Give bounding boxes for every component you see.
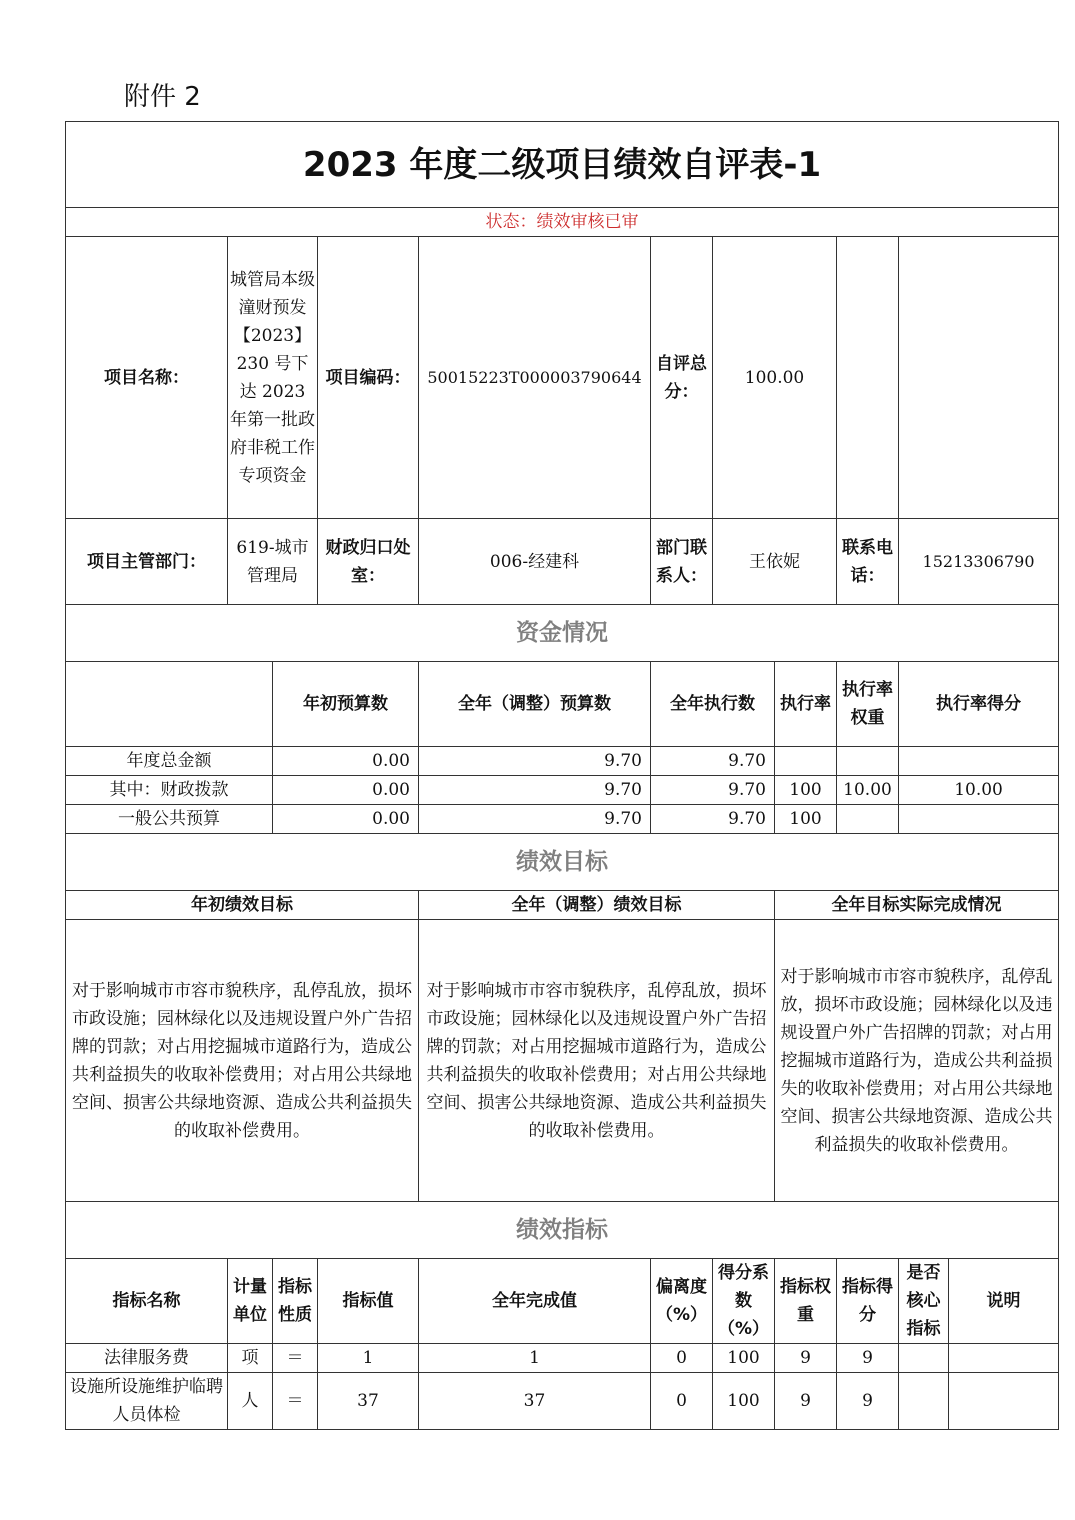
funds-cell: 0.00 bbox=[273, 776, 419, 805]
funds-header-score: 执行率得分 bbox=[899, 662, 1059, 747]
funds-cell: 0.00 bbox=[273, 805, 419, 834]
ind-cell: 37 bbox=[318, 1373, 419, 1430]
contact-label: 部门联系人： bbox=[651, 519, 713, 605]
funds-header-executed: 全年执行数 bbox=[651, 662, 775, 747]
goal-initial-text: 对于影响城市市容市貌秩序，乱停乱放，损坏市政设施；园林绿化以及违规设置户外广告招牌的罚款；对占用挖掘城市道路行为，造成公共利益损失的收取补偿费用；对占用公共绿地空间、损害公共绿地资源、造成公共利益损失的收取补偿费用。 bbox=[66, 920, 419, 1202]
ind-cell: ＝ bbox=[273, 1373, 318, 1430]
finance-office-label: 财政归口处室： bbox=[318, 519, 419, 605]
ind-cell: 1 bbox=[419, 1344, 651, 1373]
ind-cell: 37 bbox=[419, 1373, 651, 1430]
phone-label: 联系电话： bbox=[837, 519, 899, 605]
page-title: 2023 年度二级项目绩效自评表-1 bbox=[66, 122, 1059, 208]
project-name-label: 项目名称： bbox=[66, 237, 228, 519]
ind-header-target: 指标值 bbox=[318, 1259, 419, 1344]
dept-label: 项目主管部门： bbox=[66, 519, 228, 605]
project-code-value: 50015223T000003790644 bbox=[419, 237, 651, 519]
goals-header-adjusted: 全年（调整）绩效目标 bbox=[419, 891, 775, 920]
funds-cell: 0.00 bbox=[273, 747, 419, 776]
goal-adjusted-text: 对于影响城市市容市貌秩序，乱停乱放，损坏市政设施；园林绿化以及违规设置户外广告招牌的罚款；对占用挖掘城市道路行为，造成公共利益损失的收取补偿费用；对占用公共绿地空间、损害公共绿地资源、造成公共利益损失的收取补偿费用。 bbox=[419, 920, 775, 1202]
ind-header-note: 说明 bbox=[949, 1259, 1059, 1344]
ind-cell: 设施所设施维护临聘人员体检 bbox=[66, 1373, 228, 1430]
contact-value: 王依妮 bbox=[713, 519, 837, 605]
ind-header-score: 指标得分 bbox=[837, 1259, 899, 1344]
ind-header-nature: 指标性质 bbox=[273, 1259, 318, 1344]
attachment-label: 附件 2 bbox=[124, 82, 201, 112]
indicator-row bbox=[66, 1373, 1059, 1430]
ind-cell: 100 bbox=[713, 1373, 775, 1430]
dept-value: 619-城市管理局 bbox=[228, 519, 318, 605]
funds-cell: 一般公共预算 bbox=[66, 805, 273, 834]
funds-cell bbox=[899, 747, 1059, 776]
evaluation-table bbox=[65, 121, 1059, 1430]
ind-cell: ＝ bbox=[273, 1344, 318, 1373]
goals-header-actual: 全年目标实际完成情况 bbox=[775, 891, 1059, 920]
funds-cell bbox=[899, 805, 1059, 834]
project-name-value: 城管局本级潼财预发【2023】230 号下达 2023 年第一批政府非税工作专项资金 bbox=[228, 237, 318, 519]
funds-row bbox=[66, 747, 1059, 776]
funds-header-rate: 执行率 bbox=[775, 662, 837, 747]
funds-cell: 年度总金额 bbox=[66, 747, 273, 776]
ind-cell: 100 bbox=[713, 1344, 775, 1373]
ind-header-coefficient: 得分系数（%） bbox=[713, 1259, 775, 1344]
score-label: 自评总分： bbox=[651, 237, 713, 519]
ind-header-name: 指标名称 bbox=[66, 1259, 228, 1344]
funds-cell: 9.70 bbox=[651, 805, 775, 834]
funds-row bbox=[66, 776, 1059, 805]
ind-cell: 0 bbox=[651, 1373, 713, 1430]
finance-office-value: 006-经建科 bbox=[419, 519, 651, 605]
funds-header-initial: 年初预算数 bbox=[273, 662, 419, 747]
funds-cell bbox=[837, 805, 899, 834]
funds-cell: 10.00 bbox=[899, 776, 1059, 805]
funds-cell bbox=[775, 747, 837, 776]
goal-actual-text: 对于影响城市市容市貌秩序，乱停乱放，损坏市政设施；园林绿化以及违规设置户外广告招牌的罚款；对占用挖掘城市道路行为，造成公共利益损失的收取补偿费用；对占用公共绿地空间、损害公共绿地资源、造成公共利益损失的收取补偿费用。 bbox=[775, 920, 1059, 1202]
ind-cell: 9 bbox=[837, 1373, 899, 1430]
ind-cell: 9 bbox=[775, 1344, 837, 1373]
ind-cell: 法律服务费 bbox=[66, 1344, 228, 1373]
funds-cell: 10.00 bbox=[837, 776, 899, 805]
ind-header-weight: 指标权重 bbox=[775, 1259, 837, 1344]
ind-cell: 人 bbox=[228, 1373, 273, 1430]
score-value: 100.00 bbox=[713, 237, 837, 519]
ind-header-complete: 全年完成值 bbox=[419, 1259, 651, 1344]
funds-cell: 9.70 bbox=[419, 776, 651, 805]
ind-header-core: 是否核心指标 bbox=[899, 1259, 949, 1344]
funds-header-blank bbox=[66, 662, 273, 747]
funds-section-title: 资金情况 bbox=[66, 605, 1059, 662]
funds-cell: 9.70 bbox=[419, 747, 651, 776]
ind-cell: 1 bbox=[318, 1344, 419, 1373]
phone-value: 15213306790 bbox=[899, 519, 1059, 605]
funds-cell: 100 bbox=[775, 776, 837, 805]
funds-cell: 9.70 bbox=[651, 747, 775, 776]
ind-cell bbox=[949, 1373, 1059, 1430]
funds-cell: 9.70 bbox=[651, 776, 775, 805]
funds-header-weight: 执行率权重 bbox=[837, 662, 899, 747]
funds-row bbox=[66, 805, 1059, 834]
project-code-label: 项目编码： bbox=[318, 237, 419, 519]
ind-cell bbox=[949, 1344, 1059, 1373]
goals-header-initial: 年初绩效目标 bbox=[66, 891, 419, 920]
goals-section-title: 绩效目标 bbox=[66, 834, 1059, 891]
indicator-row bbox=[66, 1344, 1059, 1373]
ind-header-unit: 计量单位 bbox=[228, 1259, 273, 1344]
indicators-section-title: 绩效指标 bbox=[66, 1202, 1059, 1259]
funds-cell: 100 bbox=[775, 805, 837, 834]
status-text: 状态：绩效审核已审 bbox=[66, 208, 1059, 237]
ind-cell: 项 bbox=[228, 1344, 273, 1373]
ind-cell: 9 bbox=[837, 1344, 899, 1373]
funds-cell: 9.70 bbox=[419, 805, 651, 834]
funds-cell: 其中：财政拨款 bbox=[66, 776, 273, 805]
ind-header-deviation: 偏离度（%） bbox=[651, 1259, 713, 1344]
ind-cell bbox=[899, 1344, 949, 1373]
ind-cell bbox=[899, 1373, 949, 1430]
funds-cell bbox=[837, 747, 899, 776]
funds-header-adjusted: 全年（调整）预算数 bbox=[419, 662, 651, 747]
ind-cell: 9 bbox=[775, 1373, 837, 1430]
ind-cell: 0 bbox=[651, 1344, 713, 1373]
